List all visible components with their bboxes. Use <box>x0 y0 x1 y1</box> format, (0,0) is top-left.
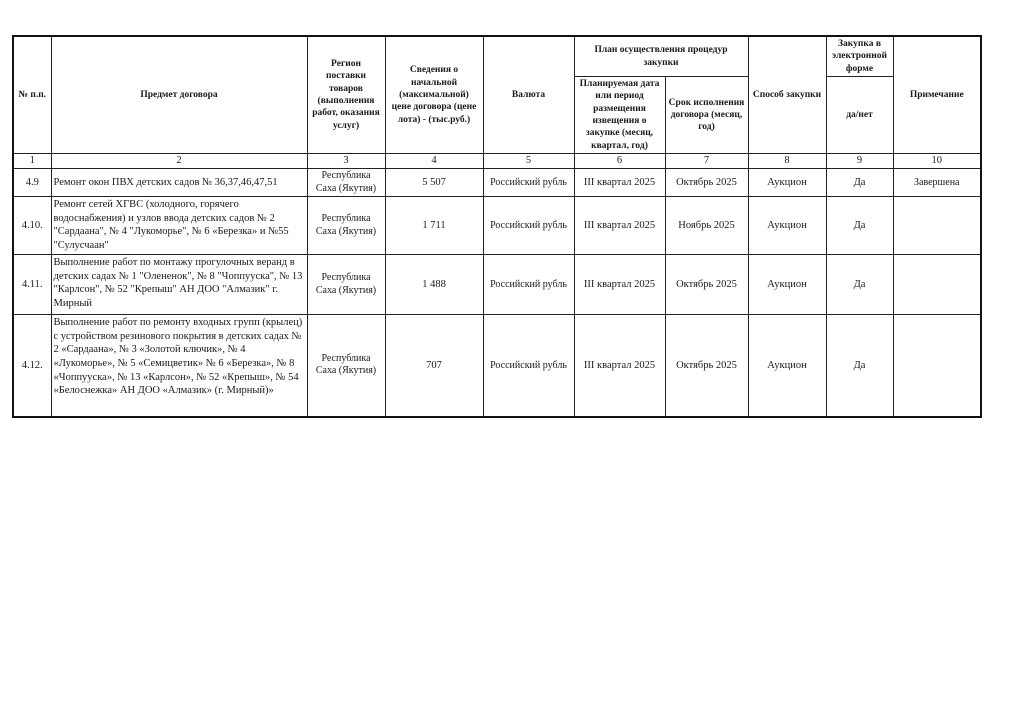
row-term: Октябрь 2025 <box>665 169 748 197</box>
header-electronic-sub: да/нет <box>826 77 893 154</box>
row-electronic: Да <box>826 255 893 315</box>
column-number: 5 <box>483 154 574 169</box>
row-region: Республика Саха (Якутия) <box>307 315 385 417</box>
row-method: Аукцион <box>748 169 826 197</box>
row-subject: Ремонт окон ПВХ детских садов № 36,37,46,47,51 <box>51 169 307 197</box>
row-number: 4.10. <box>13 197 51 255</box>
row-note <box>893 315 981 417</box>
column-number: 8 <box>748 154 826 169</box>
column-number: 7 <box>665 154 748 169</box>
row-price: 1 711 <box>385 197 483 255</box>
header-plan-date: Планируемая дата или период размещения извещения о закупке (месяц, квартал, год) <box>574 77 665 154</box>
row-currency: Российский рубль <box>483 197 574 255</box>
table-row <box>13 315 981 417</box>
row-currency: Российский рубль <box>483 315 574 417</box>
column-number: 1 <box>13 154 51 169</box>
column-number: 9 <box>826 154 893 169</box>
header-region: Регион поставки товаров (выполнения работ, оказания услуг) <box>307 36 385 154</box>
row-note <box>893 255 981 315</box>
row-price: 707 <box>385 315 483 417</box>
row-number: 4.9 <box>13 169 51 197</box>
row-region: Республика Саха (Якутия) <box>307 197 385 255</box>
row-term: Ноябрь 2025 <box>665 197 748 255</box>
row-plan-date: III квартал 2025 <box>574 315 665 417</box>
row-electronic: Да <box>826 315 893 417</box>
row-currency: Российский рубль <box>483 169 574 197</box>
row-term: Октябрь 2025 <box>665 255 748 315</box>
row-subject: Выполнение работ по ремонту входных групп (крылец) с устройством резинового покрытия в детских садах № 2 «Сардаана», № 3 «Золотой ключик», № 4 «Лукоморье», № 5 «Семицветик» № 6 «Березка», № 8 «Чоппууска», № 13 «Карлсон», № 52 «Крепыш», № 54 «Белоснежка» АН ДОО «Алмазик» (г. Мирный)» <box>51 315 307 417</box>
row-number: 4.12. <box>13 315 51 417</box>
row-electronic: Да <box>826 197 893 255</box>
row-price: 5 507 <box>385 169 483 197</box>
header-row-top <box>13 36 981 77</box>
row-electronic: Да <box>826 169 893 197</box>
row-region: Республика Саха (Якутия) <box>307 169 385 197</box>
procurement-plan-sheet <box>12 35 980 418</box>
header-subject: Предмет договора <box>51 36 307 154</box>
table-row <box>13 255 981 315</box>
row-note <box>893 197 981 255</box>
row-note: Завершена <box>893 169 981 197</box>
row-term: Октябрь 2025 <box>665 315 748 417</box>
row-price: 1 488 <box>385 255 483 315</box>
column-number: 3 <box>307 154 385 169</box>
column-number: 10 <box>893 154 981 169</box>
row-method: Аукцион <box>748 255 826 315</box>
row-subject: Ремонт сетей ХГВС (холодного, горячего водоснабжения) и узлов ввода детских садов № 2 "Сардаана", № 4 "Лукоморье", № 6 «Березка» и №55 "Сулусчаан" <box>51 197 307 255</box>
header-method: Способ закупки <box>748 36 826 154</box>
header-currency: Валюта <box>483 36 574 154</box>
row-method: Аукцион <box>748 315 826 417</box>
header-note: Примечание <box>893 36 981 154</box>
table-row <box>13 197 981 255</box>
column-number: 6 <box>574 154 665 169</box>
header-term: Срок исполнения договора (месяц, год) <box>665 77 748 154</box>
row-currency: Российский рубль <box>483 255 574 315</box>
row-plan-date: III квартал 2025 <box>574 169 665 197</box>
row-region: Республика Саха (Якутия) <box>307 255 385 315</box>
header-price: Сведения о начальной (максимальной) цене договора (цене лота) - (тыс.руб.) <box>385 36 483 154</box>
table-row <box>13 169 981 197</box>
procurement-plan-table <box>12 35 982 418</box>
header-num: № п.п. <box>13 36 51 154</box>
column-number: 4 <box>385 154 483 169</box>
header-plan-group: План осуществления процедур закупки <box>574 36 748 77</box>
row-plan-date: III квартал 2025 <box>574 255 665 315</box>
row-method: Аукцион <box>748 197 826 255</box>
column-number: 2 <box>51 154 307 169</box>
header-electronic-group: Закупка в электронной форме <box>826 36 893 77</box>
row-plan-date: III квартал 2025 <box>574 197 665 255</box>
column-number-row <box>13 154 981 169</box>
row-subject: Выполнение работ по монтажу прогулочных веранд в детских садах № 1 "Олененок", № 8 "Чоппууска", № 13 "Карлсон", № 52 "Крепыш" АН ДОО "Алмазик" г. Мирный <box>51 255 307 315</box>
row-number: 4.11. <box>13 255 51 315</box>
